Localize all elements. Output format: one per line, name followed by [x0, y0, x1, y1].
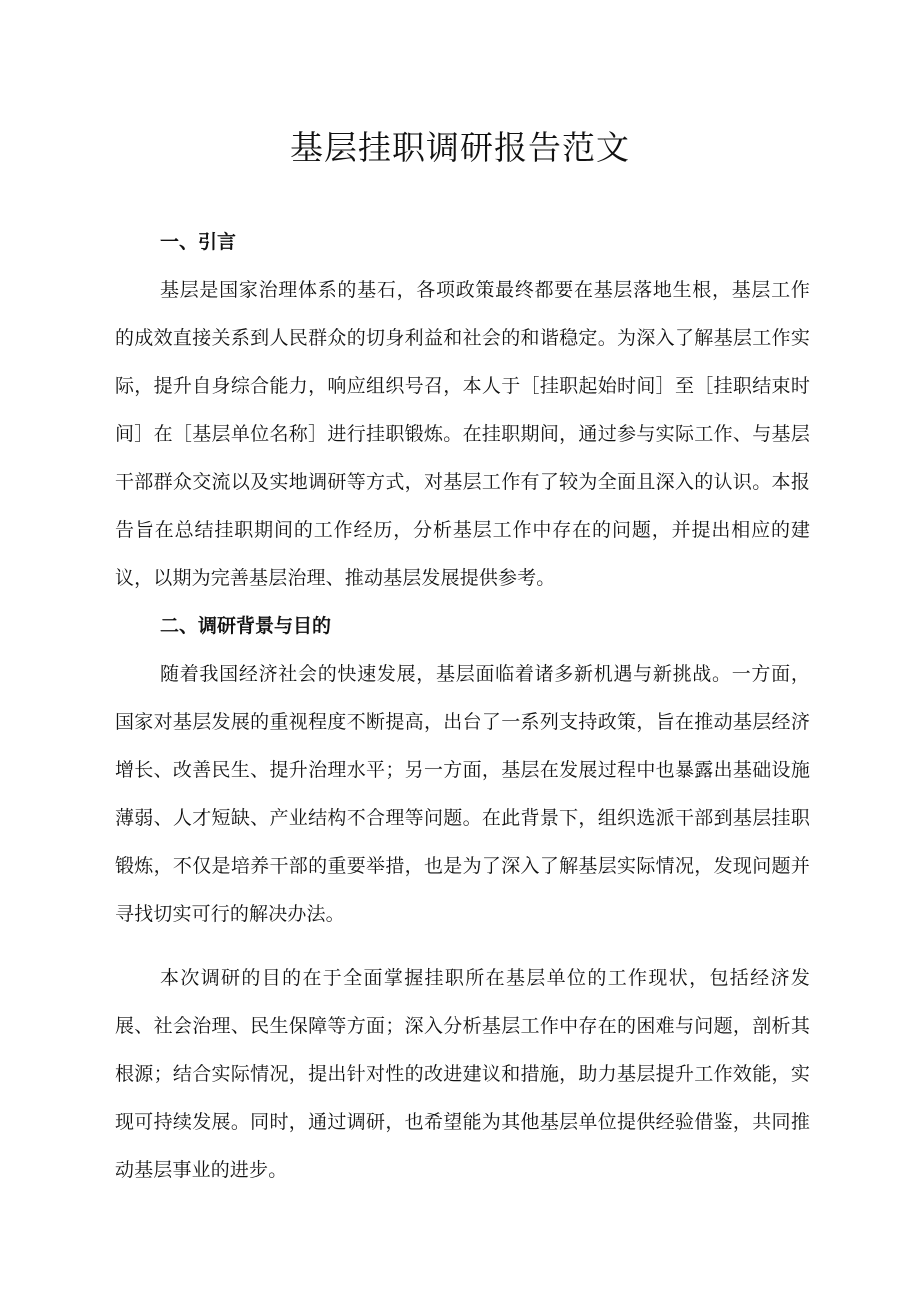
section-heading-background: 二、调研背景与目的: [160, 615, 332, 637]
paragraph-spacer: [115, 938, 810, 954]
introduction-paragraph: 基层是国家治理体系的基石，各项政策最终都要在基层落地生根，基层工作的成效直接关系到人民群众的切身利益和社会的和谐稳定。为深入了解基层工作实际，提升自身综合能力，响应组织号召，本人于［挂职起始时间］至［挂职结束时间］在［基层单位名称］进行挂职锻炼。在挂职期间，通过参与实际工作、与基层干部群众交流以及实地调研等方式，对基层工作有了较为全面且深入的认识。本报告旨在总结挂职期间的工作经历，分析基层工作中存在的问题，并提出相应的建议，以期为完善基层治理、推动基层发展提供参考。: [115, 279, 810, 589]
section-heading-introduction: 一、引言: [160, 231, 237, 253]
document-body: [115, 218, 810, 1194]
purpose-paragraph: 本次调研的目的在于全面掌握挂职所在基层单位的工作现状，包括经济发展、社会治理、民生保障等方面；深入分析基层工作中存在的困难与问题，剖析其根源；结合实际情况，提出针对性的改进建议和措施，助力基层提升工作效能，实现可持续发展。同时，通过调研，也希望能为其他基层单位提供经验借鉴，共同推动基层事业的进步。: [115, 967, 810, 1181]
document-title: 基层挂职调研报告范文: [290, 128, 630, 167]
background-paragraph: 随着我国经济社会的快速发展，基层面临着诸多新机遇与新挑战。一方面，国家对基层发展的重视程度不断提高，出台了一系列支持政策，旨在推动基层经济增长、改善民生、提升治理水平；另一方面，基层在发展过程中也暴露出基础设施薄弱、人才短缺、产业结构不合理等问题。在此背景下，组织选派干部到基层挂职锻炼，不仅是培养干部的重要举措，也是为了深入了解基层实际情况，发现问题并寻找切实可行的解决办法。: [115, 663, 810, 925]
